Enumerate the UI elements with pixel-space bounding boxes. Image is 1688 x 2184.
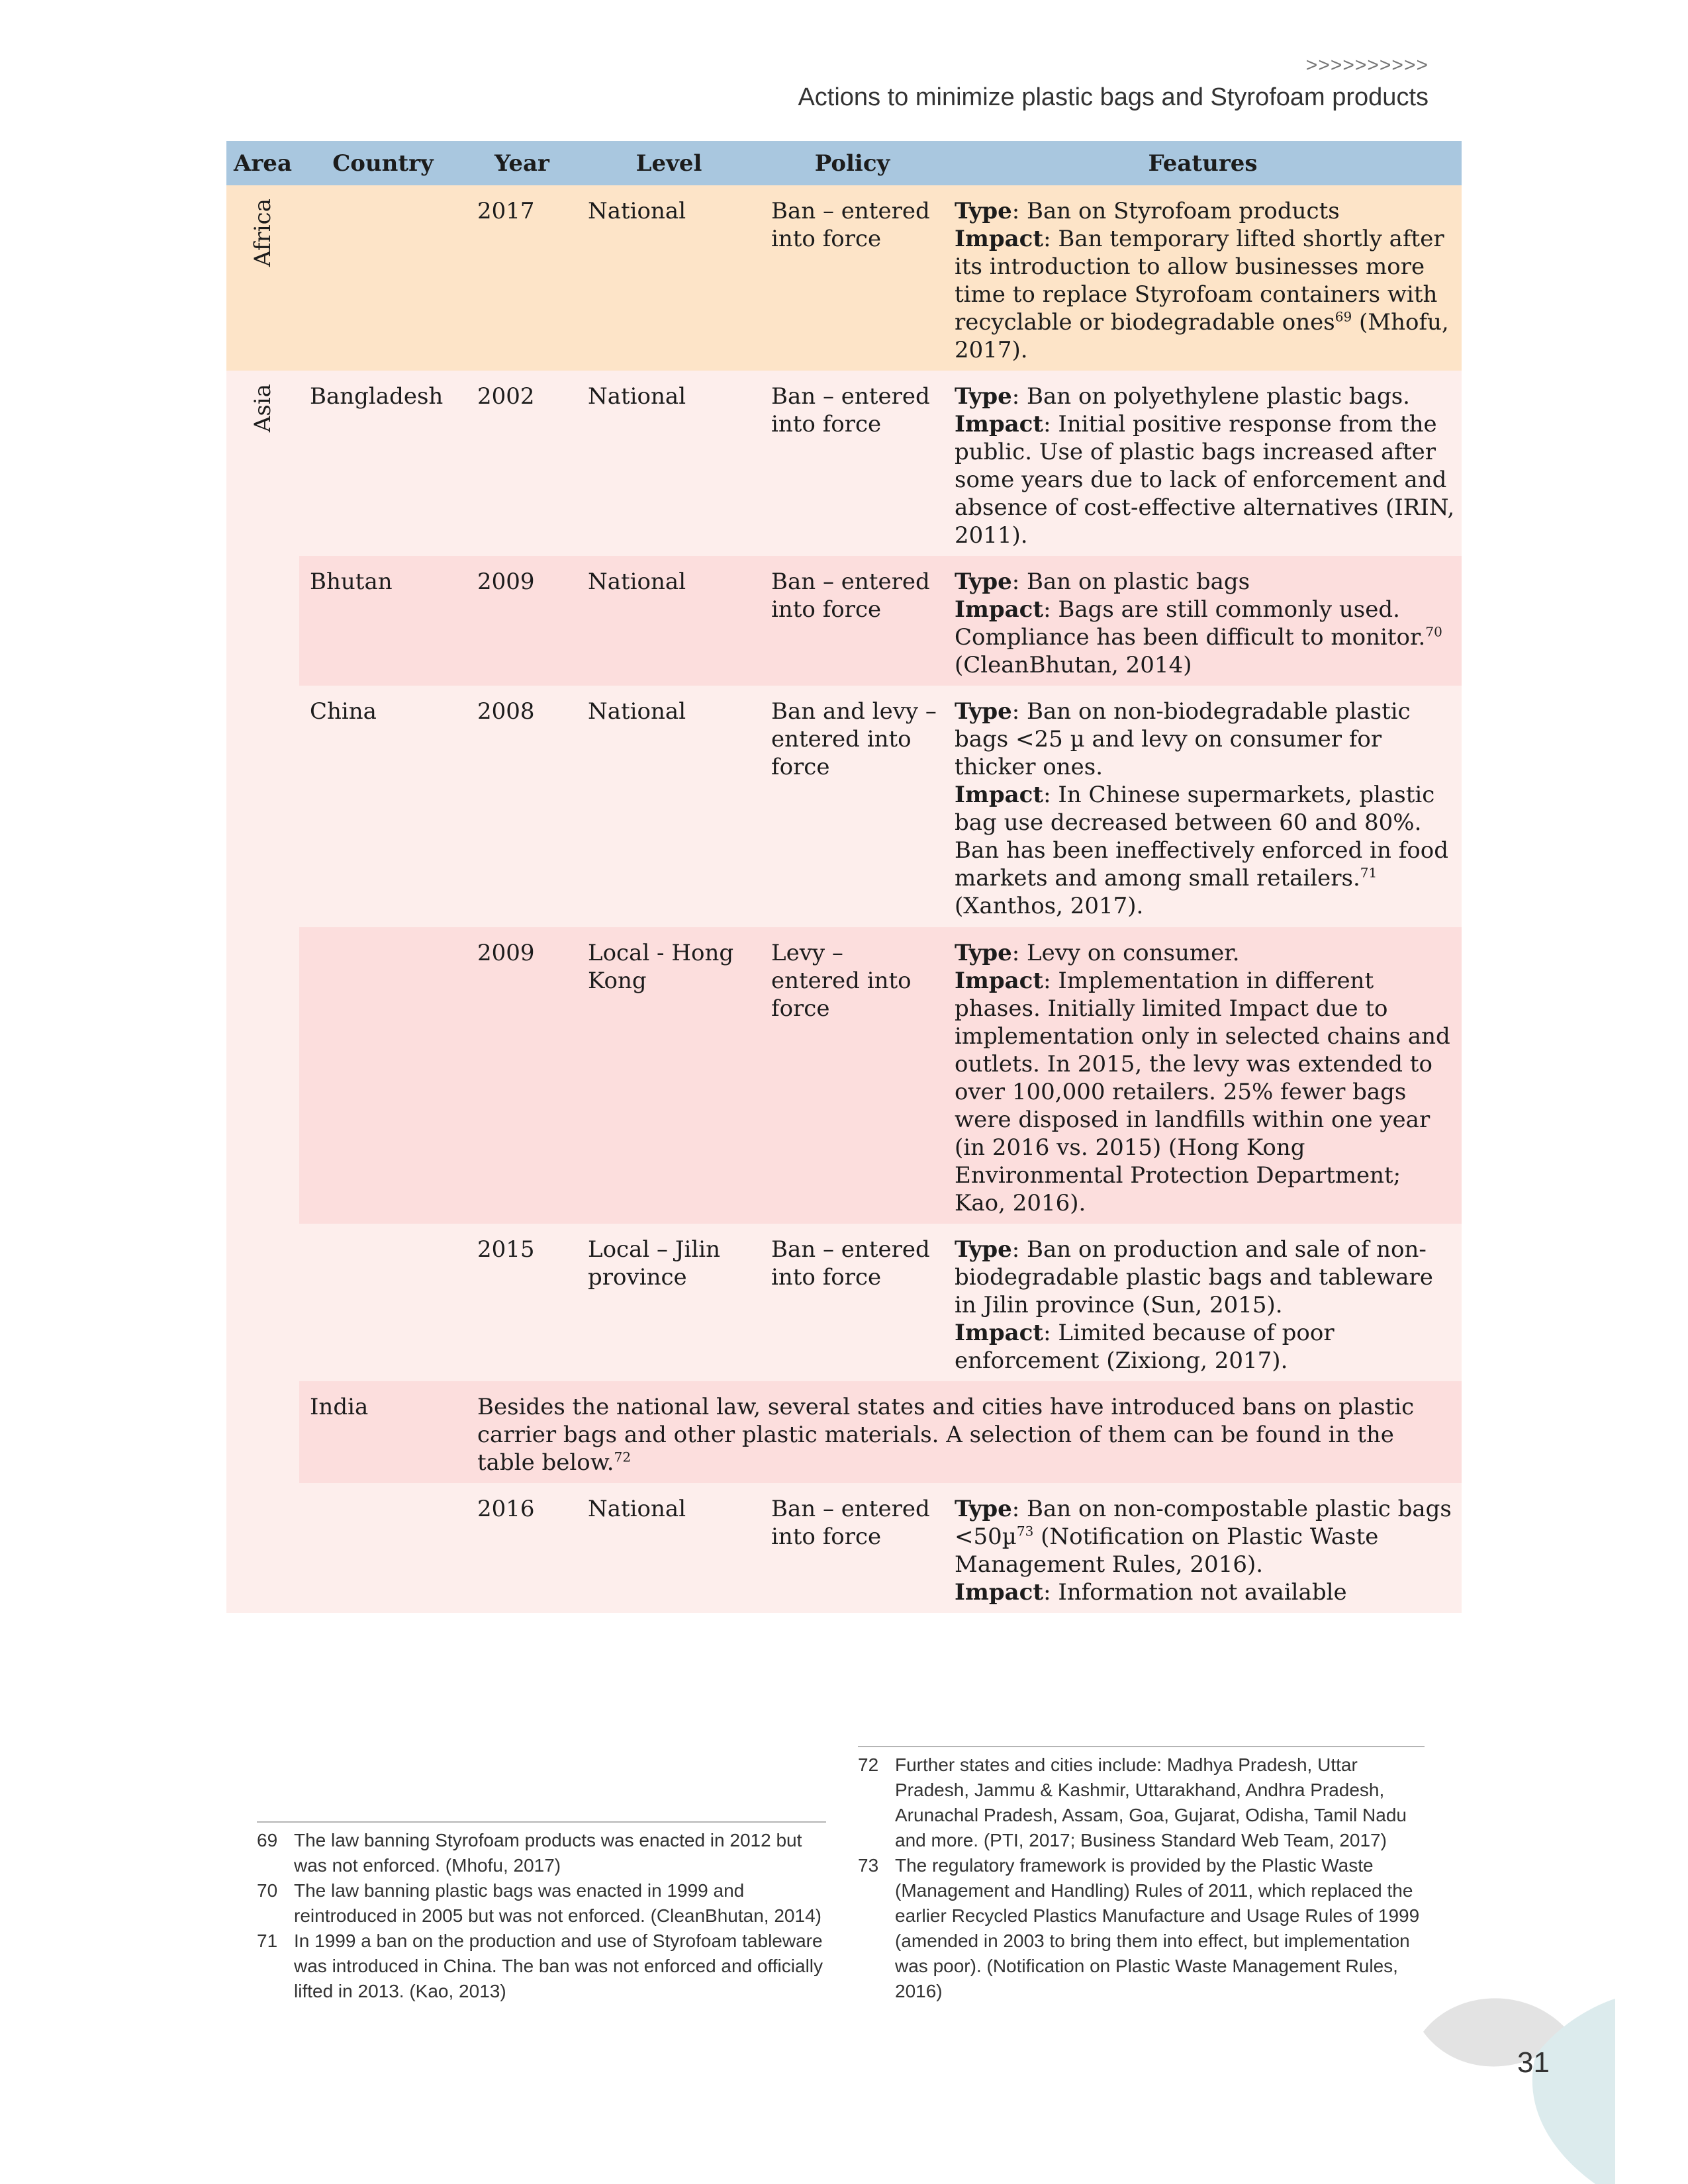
level-cell: National [577,686,761,927]
features-cell [944,1483,1462,1613]
footnote-73 [858,1853,1431,2004]
country-cell: China [299,686,467,927]
table-row [226,556,1462,686]
year-cell: 2015 [467,1224,577,1381]
impact-label: Impact [955,782,1044,808]
footnote-69 [257,1828,827,1878]
type-label: Type [955,1236,1012,1263]
col-header-features: Features [944,141,1462,185]
type-text: : Ban on Styrofoam products [1011,198,1340,224]
policy-cell: Ban – entered into force [761,371,944,556]
footnote-ref: 72 [614,1449,632,1465]
col-header-area: Area [226,141,299,185]
impact-citation: (Xanthos, 2017). [955,893,1144,919]
level-cell: Local – Jilin province [577,1224,761,1381]
footnote-70 [257,1878,827,1929]
policy-cell: Ban – entered into force [761,185,944,371]
impact-label: Impact [955,1579,1044,1606]
type-text: : Ban on non-compostable plastic bags <50µ [955,1496,1452,1550]
col-header-level: Level [577,141,761,185]
year-cell: 2016 [467,1483,577,1613]
policy-table [226,141,1462,1613]
footnote-text: Further states and cities include: Madhya Pradesh, Uttar Pradesh, Jammu & Kashmir, Uttarakhand, Andhra Pradesh, Arunachal Pradesh, Assam, Goa, Gujarat, Odisha, Tamil Nadu and more. (PTI, 2017; Business Standard Web Team, 2017) [895,1754,1407,1850]
footnote-text: The law banning plastic bags was enacted in 1999 and reintroduced in 2005 but was not enforced. (CleanBhutan, 2014) [294,1880,821,1926]
table-row [226,1381,1462,1483]
type-label: Type [955,698,1012,725]
impact-label: Impact [955,226,1044,252]
footnote-ref: 73 [1016,1523,1034,1539]
type-text: : Ban on polyethylene plastic bags. [1011,383,1410,410]
area-label-asia: Asia [250,384,276,433]
footnote-number: 72 [858,1754,879,1775]
level-cell: National [577,185,761,371]
impact-text: : Information not available [1043,1579,1347,1606]
features-cell [944,371,1462,556]
footnote-number: 71 [257,1931,278,1951]
year-cell: 2002 [467,371,577,556]
features-cell [944,556,1462,686]
country-cell [299,1483,467,1613]
country-cell: India [299,1381,467,1483]
footnote-divider-left [257,1821,826,1823]
type-label: Type [955,383,1012,410]
table-row [226,185,1462,371]
impact-text: : In Chinese supermarkets, plastic bag use decreased between 60 and 80%. Ban has been ineffectively enforced in food markets and among small retailers. [955,782,1448,891]
year-cell: 2009 [467,556,577,686]
impact-citation: (CleanBhutan, 2014) [955,652,1192,678]
policy-cell: Ban – entered into force [761,1483,944,1613]
type-text: : Ban on non-biodegradable plastic bags <25 µ and levy on consumer for thicker ones. [955,698,1411,780]
table-header-row [226,141,1462,185]
area-cell-asia [226,371,299,1613]
table-row [226,1224,1462,1381]
impact-label: Impact [955,968,1044,994]
table-row [226,1483,1462,1613]
footnote-text: The law banning Styrofoam products was enacted in 2012 but was not enforced. (Mhofu, 2017) [294,1830,802,1876]
col-header-policy: Policy [761,141,944,185]
table-row [226,371,1462,556]
footnote-number: 69 [257,1830,278,1850]
features-cell [944,927,1462,1224]
table-row [226,686,1462,927]
type-text: : Ban on production and sale of non-biodegradable plastic bags and tableware in Jilin province (Sun, 2015). [955,1236,1433,1318]
impact-text: : Ban temporary lifted shortly after its introduction to allow businesses more time to replace Styrofoam containers with recyclable or biodegradable ones [955,226,1444,336]
policy-cell: Ban – entered into force [761,556,944,686]
impact-citation: (Mhofu, 2017). [955,309,1449,363]
type-label: Type [955,1496,1012,1522]
footnote-71 [257,1929,827,2004]
footnote-72 [858,1752,1431,1853]
col-header-year: Year [467,141,577,185]
level-cell: National [577,371,761,556]
impact-label: Impact [955,411,1044,437]
india-note-cell [467,1381,1462,1483]
type-label: Type [955,569,1012,595]
policy-cell: Ban and levy – entered into force [761,686,944,927]
level-cell: National [577,1483,761,1613]
footnote-ref: 69 [1335,308,1352,325]
impact-text: : Initial positive response from the public. Use of plastic bags increased after some years due to lack of enforcement and absence of cost-effective alternatives (IRIN, 2011). [955,411,1455,549]
header-arrows: >>>>>>>>>> [1305,54,1429,76]
footnote-number: 70 [257,1880,278,1901]
year-cell: 2008 [467,686,577,927]
footnote-text: The regulatory framework is provided by the Plastic Waste (Management and Handling) Rules of 2011, which replaced the earlier Recycled Plastics Manufacture and Usage Rules of 1999 (amended in 2003 to bring them into effect, but implementation was poor). (Notification on Plastic Waste Management Rules, 2016) [895,1855,1420,2001]
type-label: Type [955,198,1012,224]
policy-cell: Levy – entered into force [761,927,944,1224]
impact-text: : Bags are still commonly used. Compliance has been difficult to monitor. [955,596,1426,651]
footnote-ref: 71 [1360,864,1378,881]
country-cell [299,927,467,1224]
type-text: : Levy on consumer. [1011,940,1240,966]
col-header-country: Country [299,141,467,185]
footnote-ref: 70 [1425,623,1442,640]
country-cell [299,185,467,371]
country-cell: Bangladesh [299,371,467,556]
year-cell: 2009 [467,927,577,1224]
footnote-text: In 1999 a ban on the production and use of Styrofoam tableware was introduced in China. The ban was not enforced and officially lifted in 2013. (Kao, 2013) [294,1931,823,2001]
area-cell-africa [226,185,299,371]
features-cell [944,1224,1462,1381]
page-header-title: Actions to minimize plastic bags and Styrofoam products [798,83,1429,111]
level-cell: Local - Hong Kong [577,927,761,1224]
policy-cell: Ban – entered into force [761,1224,944,1381]
table-row [226,927,1462,1224]
footnote-number: 73 [858,1855,879,1876]
features-cell [944,185,1462,371]
corner-leaf-decoration [1417,1985,1688,2184]
country-cell [299,1224,467,1381]
footnote-divider-right [858,1746,1425,1747]
india-note-text: Besides the national law, several states and cities have introduced bans on plastic carrier bags and other plastic materials. A selection of them can be found in the table below. [477,1394,1415,1476]
impact-text: : Limited because of poor enforcement (Zixiong, 2017). [955,1320,1335,1374]
impact-label: Impact [955,1320,1044,1346]
impact-label: Impact [955,596,1044,623]
country-cell: Bhutan [299,556,467,686]
features-cell [944,686,1462,927]
page-number: 31 [1517,2046,1550,2079]
type-citation: (Notification on Plastic Waste Management Rules, 2016). [955,1524,1379,1578]
level-cell: National [577,556,761,686]
year-cell: 2017 [467,185,577,371]
type-label: Type [955,940,1012,966]
area-label-africa: Africa [250,199,276,267]
impact-text: : Implementation in different phases. Initially limited Impact due to implementation only in selected chains and outlets. In 2015, the levy was extended to over 100,000 retailers. 25% fewer bags were disposed in landfills within one year (in 2016 vs. 2015) (Hong Kong Environmental Protection Department; Kao, 2016). [955,968,1450,1216]
type-text: : Ban on plastic bags [1011,569,1250,595]
